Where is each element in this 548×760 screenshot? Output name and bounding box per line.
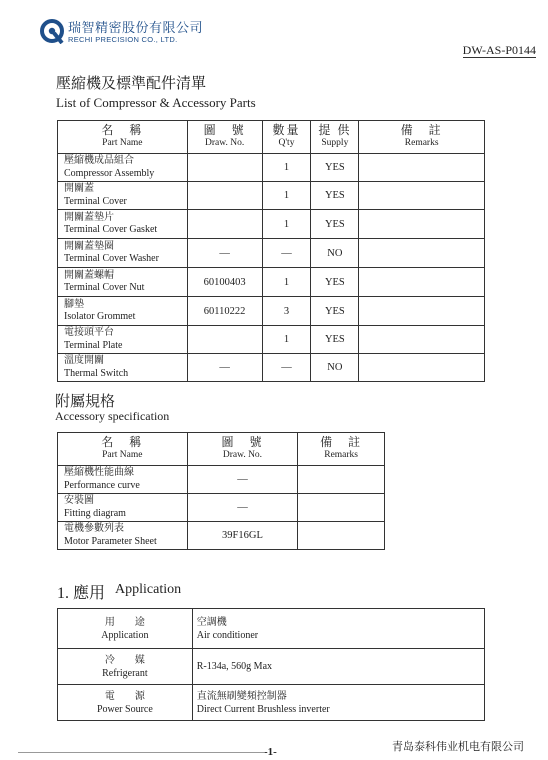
- draw-no-cell: [187, 210, 262, 239]
- part-name-cell: 安裝圖 Fitting diagram: [58, 494, 188, 522]
- remarks-cell: [359, 297, 485, 326]
- accessory-table: [57, 432, 385, 550]
- footer-divider: [18, 752, 264, 753]
- power-source-label-cell: 電 源 Power Source: [58, 685, 193, 721]
- application-title-num: 1. 應用: [57, 585, 106, 602]
- part-name-cell: 開關蓋螺帽 Terminal Cover Nut: [58, 268, 188, 297]
- refrigerant-value-cell: R-134a, 560g Max: [192, 649, 484, 685]
- table-row: [58, 239, 485, 268]
- qty-cell: 3: [262, 297, 311, 326]
- part-name-cell: 壓縮機性能曲線 Performance curve: [58, 466, 188, 494]
- part-name-cell: 開關蓋墊片 Terminal Cover Gasket: [58, 210, 188, 239]
- table-row: [58, 210, 485, 239]
- supply-cell: YES: [311, 210, 359, 239]
- supply-cell: YES: [311, 326, 359, 354]
- remarks-cell: [298, 494, 385, 522]
- table-row: [58, 154, 485, 182]
- part-name-cell: 腳墊 Isolator Grommet: [58, 297, 188, 326]
- remarks-cell: [359, 210, 485, 239]
- accessory-table-header: [58, 433, 385, 466]
- refrigerant-label-cell: 冷 媒 Refrigerant: [58, 649, 193, 685]
- header-part-name: 名 稱 Part Name: [58, 121, 188, 154]
- supply-cell: YES: [311, 268, 359, 297]
- supply-cell: YES: [311, 297, 359, 326]
- accessory-title-en: Accessory specification: [55, 409, 170, 423]
- table-row: [58, 182, 485, 210]
- header-draw-no: 圖 號 Draw. No.: [187, 433, 298, 466]
- supply-cell: NO: [311, 239, 359, 268]
- page-number: -1-: [264, 746, 277, 758]
- table-row: [58, 268, 485, 297]
- table-row: [58, 685, 485, 721]
- table-row: [58, 522, 385, 550]
- remarks-cell: [359, 239, 485, 268]
- header-draw-no: 圖 號 Draw. No.: [187, 121, 262, 154]
- part-name-cell: 開關蓋 Terminal Cover: [58, 182, 188, 210]
- qty-cell: —: [262, 354, 311, 382]
- part-name-cell: 電接頭平台 Terminal Plate: [58, 326, 188, 354]
- supply-cell: NO: [311, 354, 359, 382]
- company-logo-icon: [40, 18, 66, 44]
- header-supply: 提 供 Supply: [311, 121, 359, 154]
- draw-no-cell: —: [187, 239, 262, 268]
- draw-no-cell: [187, 182, 262, 210]
- draw-no-cell: —: [187, 354, 262, 382]
- part-name-cell: 開關蓋墊圈 Terminal Cover Washer: [58, 239, 188, 268]
- qty-cell: 1: [262, 210, 311, 239]
- draw-no-cell: 60110222: [187, 297, 262, 326]
- table-row: [58, 354, 485, 382]
- part-name-cell: 溫度開關 Thermal Switch: [58, 354, 188, 382]
- remarks-cell: [359, 154, 485, 182]
- qty-cell: —: [262, 239, 311, 268]
- qty-cell: 1: [262, 154, 311, 182]
- parts-title-en: List of Compressor & Accessory Parts: [56, 95, 256, 110]
- remarks-cell: [298, 466, 385, 494]
- draw-no-cell: [187, 154, 262, 182]
- qty-cell: 1: [262, 326, 311, 354]
- remarks-cell: [298, 522, 385, 550]
- draw-no-cell: 39F16GL: [187, 522, 298, 550]
- draw-no-cell: 60100403: [187, 268, 262, 297]
- company-name-cn: 瑞智精密股份有限公司: [68, 20, 204, 35]
- parts-table-header: [58, 121, 485, 154]
- remarks-cell: [359, 268, 485, 297]
- footer-company: 青岛泰科伟业机电有限公司: [392, 741, 524, 753]
- application-table: [57, 608, 485, 721]
- remarks-cell: [359, 182, 485, 210]
- parts-title-cn: 壓縮機及標準配件清單: [56, 76, 207, 92]
- application-value-cell: 空調機 Air conditioner: [192, 609, 484, 649]
- qty-cell: 1: [262, 182, 311, 210]
- table-row: [58, 466, 385, 494]
- header-remarks: 備 註 Remarks: [298, 433, 385, 466]
- table-row: [58, 649, 485, 685]
- draw-no-cell: [187, 326, 262, 354]
- qty-cell: 1: [262, 268, 311, 297]
- table-row: [58, 609, 485, 649]
- part-name-cell: 壓縮機成品組合 Compressor Assembly: [58, 154, 188, 182]
- part-name-cell: 電機參數列表 Motor Parameter Sheet: [58, 522, 188, 550]
- remarks-cell: [359, 354, 485, 382]
- application-label-cell: 用 途 Application: [58, 609, 193, 649]
- header-qty: 數量 Q'ty: [262, 121, 311, 154]
- table-row: [58, 494, 385, 522]
- draw-no-cell: —: [187, 494, 298, 522]
- company-name-en: RECHI PRECISION CO., LTD.: [68, 35, 178, 44]
- table-row: [58, 326, 485, 354]
- supply-cell: YES: [311, 182, 359, 210]
- accessory-title-cn: 附屬規格: [55, 394, 116, 410]
- header-part-name: 名 稱 Part Name: [58, 433, 188, 466]
- remarks-cell: [359, 326, 485, 354]
- document-number: DW-AS-P0144: [462, 43, 536, 57]
- power-source-value-cell: 直流無刷變頻控制器 Direct Current Brushless inverter: [192, 685, 484, 721]
- supply-cell: YES: [311, 154, 359, 182]
- table-row: [58, 297, 485, 326]
- application-title-en: Application: [115, 582, 182, 597]
- draw-no-cell: —: [187, 466, 298, 494]
- parts-table: [57, 120, 485, 382]
- header-remarks: 備 註 Remarks: [359, 121, 485, 154]
